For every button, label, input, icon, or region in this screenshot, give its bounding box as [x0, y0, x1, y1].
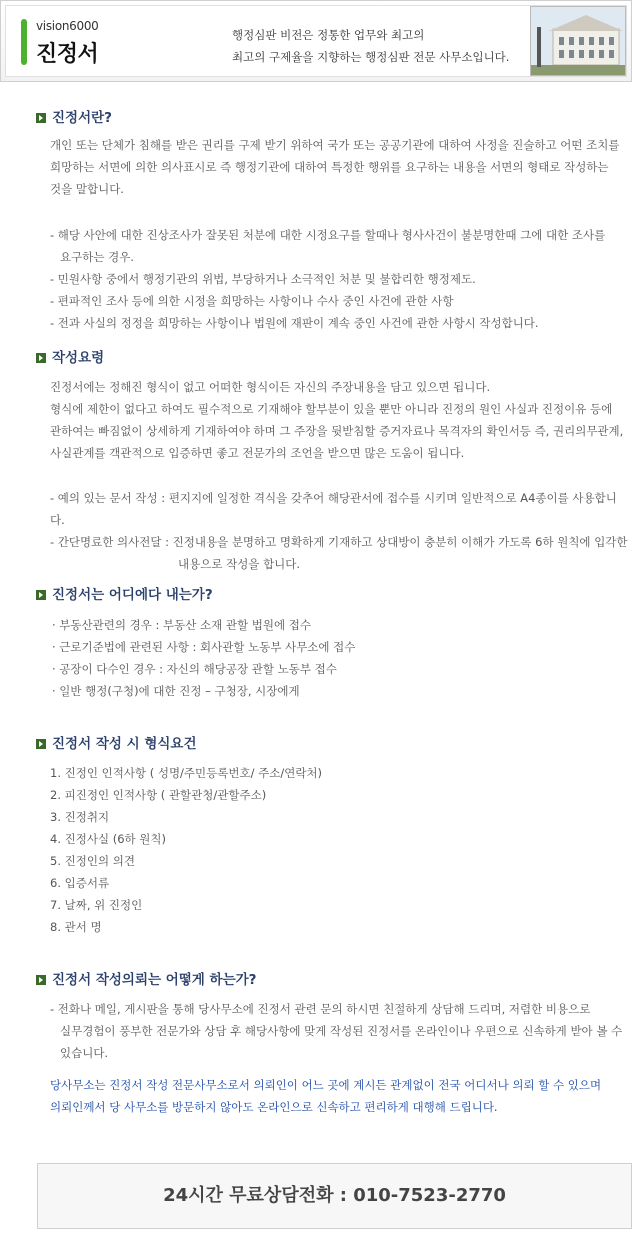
paragraph-line: 형식에 제한이 없다고 하여도 필수적으로 기재해야 할부분이 있을 뿐만 아니라 진정의 원인 사실과 진정이유 등에: [50, 402, 613, 416]
list-item: - 전화나 메일, 게시판을 통해 당사무소에 진정서 관련 문의 하시면 친절하게 상담해 드리며, 저렴한 비용으로: [50, 1002, 591, 1016]
list-item: 6. 입증서류: [50, 876, 110, 890]
bullet-arrow-icon: [36, 113, 46, 123]
list-item: 1. 진정인 인적사항 ( 성명/주민등록번호/ 주소/연락처): [50, 766, 323, 780]
section-title: [36, 585, 213, 605]
bullet-arrow-icon: [36, 353, 46, 363]
section-requirements: [36, 734, 197, 754]
tagline-line-1: 행정심판 비전은 정통한 업무와 최고의: [232, 28, 425, 42]
list-item: - 예의 있는 문서 작성 : 편지지에 일정한 격식을 갖추어 해당관서에 접수를 시키며 일반적으로 A4종이를 사용합니다.: [50, 491, 617, 527]
paragraph-line: 것을 말합니다.: [50, 182, 124, 196]
list-item: 3. 진정취지: [50, 810, 110, 824]
section-how-to-write-list: [50, 487, 630, 575]
bullet-arrow-icon: [36, 590, 46, 600]
page-title: 진정서: [36, 42, 99, 67]
paragraph-line: 진정서에는 정해진 형식이 없고 어떠한 형식이든 자신의 주장내용을 담고 있으면 됩니다.: [50, 380, 491, 394]
paragraph-line: 개인 또는 단체가 침해를 받은 권리를 구제 받기 위하여 국가 또는 공공기관에 대하여 사정을 진술하고 어떤 조치를: [50, 138, 620, 152]
list-item: - 민원사항 중에서 행정기관의 위법, 부당하거나 소극적인 처분 및 불합리한 행정제도.: [50, 272, 476, 286]
tagline-line-2: 최고의 구제율을 지향하는 행정심판 전문 사무소입니다.: [232, 50, 510, 64]
list-item-cont: 내용으로 작성을 합니다.: [178, 557, 301, 571]
list-item: - 전과 사실의 정정을 희망하는 사항이나 법원에 재판이 계속 중인 사건에 관한 사항시 작성합니다.: [50, 316, 539, 330]
section-request: [36, 970, 257, 990]
brand-label: vision6000: [36, 19, 99, 33]
section-what-is-body: [50, 134, 630, 200]
paragraph-line: 사실관계를 객관적으로 입증하면 좋고 전문가의 조언을 받으면 많은 도움이 됩니다.: [50, 446, 465, 460]
section-title-text: 진정서란?: [52, 110, 112, 126]
section-title: [36, 348, 104, 368]
section-request-body: [50, 998, 630, 1064]
requirements-list: [50, 762, 610, 938]
highlight-line: 의뢰인께서 당 사무소를 방문하지 않아도 온라인으로 신속하고 편리하게 대행해 드립니다.: [50, 1100, 498, 1114]
list-item: 7. 날짜, 위 진정인: [50, 898, 143, 912]
list-item: 8. 관서 명: [50, 920, 102, 934]
section-title: [36, 734, 197, 754]
section-title-text: 진정서 작성의뢰는 어떻게 하는가?: [52, 972, 257, 988]
header-panel: [5, 5, 627, 77]
list-item: 2. 피진정인 인적사항 ( 관할관청/관할주소): [50, 788, 267, 802]
phone-banner-text: 24시간 무료상담전화 : 010-7523-2770: [163, 1185, 506, 1206]
bullet-arrow-icon: [36, 975, 46, 985]
list-item: · 공장이 다수인 경우 : 자신의 해당공장 관할 노동부 접수: [52, 662, 337, 676]
section-title-text: 진정서 작성 시 형식요건: [52, 736, 197, 752]
list-item-cont: 있습니다.: [60, 1046, 109, 1060]
list-item-cont: 요구하는 경우.: [60, 250, 134, 264]
section-title: [36, 970, 257, 990]
list-item-cont: 실무경험이 풍부한 전문가와 상담 후 해당사항에 맞게 작성된 진정서를 온라인이나 우편으로 신속하게 받아 볼 수: [60, 1024, 623, 1038]
list-item: - 편파적인 조사 등에 의한 시정을 희망하는 사항이나 수사 중인 사건에 관한 사항: [50, 294, 454, 308]
paragraph-line: 관하여는 빠짐없이 상세하게 기재하여야 하며 그 주장을 뒷받침할 증거자료나 목격자의 확인서등 즉, 권리의무관계,: [50, 424, 624, 438]
list-item: - 해당 사안에 대한 진상조사가 잘못된 처분에 대한 시정요구를 할때나 형사사건이 불분명한때 그에 대한 조사를: [50, 228, 606, 242]
building-photo: [530, 6, 626, 76]
where-list: [52, 614, 612, 702]
list-item: - 간단명료한 의사전달 : 진정내용을 분명하고 명확하게 기재하고 상대방이 충분히 이해가 가도록 6하 원칙에 입각한: [50, 535, 628, 549]
section-how-to-write-body: [50, 376, 630, 464]
section-where-to-submit: [36, 585, 213, 605]
list-item: · 근로기준법에 관련된 사항 : 회사관할 노동부 사무소에 접수: [52, 640, 356, 654]
section-title: [36, 108, 626, 128]
list-item: · 부동산관련의 경우 : 부동산 소재 관할 법원에 접수: [52, 618, 311, 632]
page-header: [0, 0, 632, 82]
paragraph-line: 희망하는 서면에 의한 의사표시로 즉 행정기관에 대하여 특정한 행위를 요구하는 내용을 서면의 형태로 작성하는: [50, 160, 609, 174]
section-what-is-list: [50, 224, 630, 334]
section-how-to-write: [36, 348, 104, 368]
list-item: 4. 진정사실 (6하 원칙): [50, 832, 166, 846]
section-request-highlight: [50, 1074, 630, 1118]
phone-banner: [37, 1163, 632, 1229]
title-accent-bar: [21, 19, 27, 65]
tagline: [232, 24, 509, 68]
list-item: 5. 진정인의 의견: [50, 854, 135, 868]
section-what-is: [36, 108, 626, 128]
section-title-text: 작성요령: [52, 350, 105, 366]
highlight-line: 당사무소는 진정서 작성 전문사무소로서 의뢰인이 어느 곳에 계시든 관계없이 전국 어디서나 의뢰 할 수 있으며: [50, 1078, 602, 1092]
list-item: · 일반 행정(구청)에 대한 진정 – 구청장, 시장에게: [52, 684, 300, 698]
section-title-text: 진정서는 어디에다 내는가?: [52, 587, 213, 603]
bullet-arrow-icon: [36, 739, 46, 749]
